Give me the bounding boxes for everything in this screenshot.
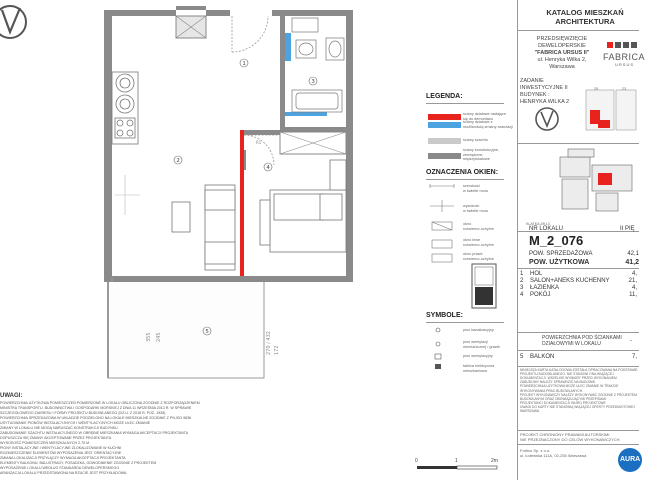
rooms-list <box>520 271 637 298</box>
bathroom-fixtures <box>292 18 344 112</box>
brand-name: FABRICA <box>603 52 645 62</box>
entry-door <box>232 16 268 52</box>
window-item-5: okno prawe rozwierno-uchylne <box>463 252 494 261</box>
legend-item-1: ściany działowe nadające się do demontażu <box>463 112 507 121</box>
room-2-number: 2 <box>176 158 180 164</box>
pow-sprzedazowa: POW. SPRZEDAŻOWA 42,1 <box>529 251 639 257</box>
balcony <box>108 281 264 378</box>
dim-left-1: 355 <box>146 332 152 342</box>
investment-info: ZADANIE INWESTYCYJNE II BUDYNEK : HENRYKA WILKA 2 <box>520 78 570 105</box>
klatka-label: KLATKA 2/KL3 <box>526 222 550 226</box>
room-1-number: 1 <box>242 61 246 67</box>
small-logo-icon <box>534 106 560 132</box>
brand-sub: URSUS <box>615 62 635 67</box>
copyright: PROJEKT CHRONIONY PRAWAMI AUTORSKIMI NIE PRZEZNACZONY DO CELÓW WYKONAWCZYCH <box>520 432 620 442</box>
room-4-number: 4 <box>266 165 270 171</box>
dim-left-2: 245 <box>156 332 162 342</box>
legend-item-2: ściany działowe z możliwością zmiany aranżacji <box>463 120 513 129</box>
symbol-item-1: pion kanalizacyjny <box>463 328 494 332</box>
window-item-3: okno rozwierno-uchylne <box>463 222 494 231</box>
symbols-title: SYMBOLE: <box>426 312 463 319</box>
room-3-number: 3 <box>311 79 315 85</box>
symbol-icons <box>430 326 460 376</box>
site-number-1: 25 <box>594 87 598 91</box>
legend <box>426 93 506 100</box>
uwagi-title: UWAGI: <box>0 393 23 399</box>
scale-bar <box>417 466 497 469</box>
scale-start: 0 <box>415 458 418 464</box>
symbol-item-3: pion wentylacyjny <box>463 354 493 358</box>
site-number-2: 23 <box>622 87 626 91</box>
shaft <box>176 16 206 38</box>
developer-info: PRZEDSIĘWZIĘCIE DEWELOPERSKIE "FABRICA URSUS II" ul. Henryka Wilka 2, Warszawa <box>534 36 590 70</box>
window-item-4: okno lewe rozwierno-uchylne <box>463 238 494 247</box>
scale-end: 2m <box>491 458 498 464</box>
kitchen-counter <box>112 72 138 144</box>
symbol-item-2: pion wentylacji mechanicznej / grawit. <box>463 340 501 349</box>
pow-uzytkowa: POW. UŻYTKOWA 41,2 <box>529 259 639 266</box>
room-row: 3 ŁAZIENKA 4, <box>520 285 637 291</box>
window-item-2: wysokość w świetle muru <box>463 204 489 213</box>
notes-block: NINIEJSZA KARTA KATALOGOWA ZOSTAŁA OPRACOWANA NA PODSTAWIE PROJEKTU BUDOWLANEGO. NIE STANOWI ONA WIĄŻĄCEJ DOKUMENTACJI. WSZELKIE WYMIARY PRZED WYKONANIEM ZABUDOWY NALEŻY SPRAWDZIĆ NA BUDOWIE. POWIERZCHNIA UŻYTKOWA MOŻE ULEC ZMIANIE W TRAKCIE WYKONYWANIA PRAC BUDOWLANYCH. PROJEKT WYKONAWCZY NALEŻY WYKONYWAĆ ZGODNIE Z PROJEKTEM BUDOWLANYM ORAZ OBOWIĄZUJĄCYMI PRZEPISAMI. PROJEKTANCI DOKUMENTACJI: BIURO PROJEKTOWE UWAGI DO KARTY NIE STANOWIĄ WIĄŻĄCEJ OFERTY PRZEDMIOTOWEJ WARSZAWA <box>520 368 638 414</box>
living-furniture <box>115 175 235 270</box>
uwagi-list: POWIERZCHNIA UŻYTKOWA POMIESZCZEŃ POMIERZONE W LOKALU OBLICZONA ZGODNIE Z ROZPORZĄDZENIEM MINISTRA TRANSPORTU, BUDOWNICTWA I GOSPODARKI MORSKIEJ Z DNIA 11 WRZEŚNIA 2013 R. W SPRAWIE SZCZEGÓŁOWEGO ZAKRESU I FORMY PROJEKTU BUDOWLANEGO (DZ.U. Z 2018 R. POZ. 1935). POWIERZCHNIA SPRZEDAŻOWA W UKŁADZIE PODZIELONO NA LOKALE MIESZKALNE ZGODNIE Z PN-ISO 9836 USYTUOWANIE PIONÓW INSTALACYJNYCH I WENTYLACYJNYCH MOŻE ULEC ZMIANIE ZMIANY W LOKALU NIE MOGĄ NARUSZAĆ KONSTRUKCJI BUDYNKU ZABUDOWANIE SZACHTU INSTALACYJNEGO W OBRĘBIE MIESZKANIA WYMAGA AKCEPTACJI PROJEKTANTA DOPUSZCZA SIĘ ZMIANY AKCEPTOWANE PRZEZ PROJEKTANTA WYSOKOŚĆ POMIESZCZEŃ MIESZKALNYCH 2,70 M PIONY INSTALACYJNE I WENTYLACYJNE ZLOKALIZOWANE W KUCHNI ROZMIESZCZENIE ELEMENTÓW WYPOSAŻENIA JEST ORIENTACYJNE ZMIANA LOKALIZACJI PRZYŁĄCZY WYMAGA AKCEPTACJI PROJEKTANTA ELEMENTY BALKONU: BALUSTRADY, POSADZKA, ODWODNIENIE ZGODNIE Z PROJEKTEM WYPOSAŻENIE LOKALU WEDŁUG STANDARDU DEWELOPERSKIEGO ARANŻACJA LOKALU PRZEDSTAWIONA NA RZUCIE JEST PRZYKŁADOWA <box>0 401 200 476</box>
bedroom-furniture <box>260 160 346 252</box>
inner-shaft <box>280 132 346 154</box>
unit-number: M_2_076 <box>529 233 584 248</box>
floor-key-plan <box>556 145 639 227</box>
walls-note: POWIERZCHNIA POD ŚCIANKAMI DZIAŁOWYMI W LOKALU <box>542 335 622 347</box>
floor-label: II PIĘ <box>620 226 635 232</box>
legend-item-4: ściany konstrukcyjne, zewnętrzne, międzylokalowe <box>463 148 500 162</box>
bathroom-walls <box>280 16 346 132</box>
nr-lokalu-label: NR LOKALU <box>529 226 564 232</box>
company-info: Fortico Sp. z o.o. ul. Łotewska 111A, 02-255 Warszawa <box>520 448 587 458</box>
window-elevation-icon <box>470 262 500 312</box>
room-5-number: 5 <box>205 329 209 335</box>
walls-note-value: - <box>630 338 632 344</box>
window-code-1: R1 <box>256 140 262 145</box>
balcony-row: 5 BALKON 7, <box>520 354 637 360</box>
legend-item-3: ściany szachtu <box>463 138 488 142</box>
legend-title: LEGENDA: <box>426 93 463 100</box>
window-item-1: szerokość w świetle muru <box>463 184 489 193</box>
site-key-plan <box>582 84 639 140</box>
window-symbols <box>426 182 466 292</box>
legend-swatch-blue <box>428 122 461 128</box>
dim-right-1: 270 / 432 <box>266 331 272 355</box>
aura-brand: AURA <box>620 456 641 463</box>
legend-swatch-gray <box>428 153 461 159</box>
symbol-item-4: tablica elektryczna mieszkaniowa <box>463 364 495 373</box>
room-row: 4 POKÓJ 11, <box>520 292 637 298</box>
header-title: KATALOG MIESZKAŃ ARCHITEKTURA <box>546 8 624 26</box>
demountable-wall <box>240 130 244 276</box>
left-logo-icon <box>0 6 26 38</box>
legend-swatch-red <box>428 114 461 120</box>
room-row: 2 SALON+ANEKS KUCHENNY 21, <box>520 278 637 284</box>
legend-swatch-lightgray <box>428 138 461 144</box>
dim-right-2: 172 <box>274 345 280 355</box>
windows-title: OZNACZENIA OKIEN: <box>426 169 499 176</box>
scale-mid: 1 <box>455 458 458 464</box>
room-row: 1 HOL 4, <box>520 271 637 277</box>
